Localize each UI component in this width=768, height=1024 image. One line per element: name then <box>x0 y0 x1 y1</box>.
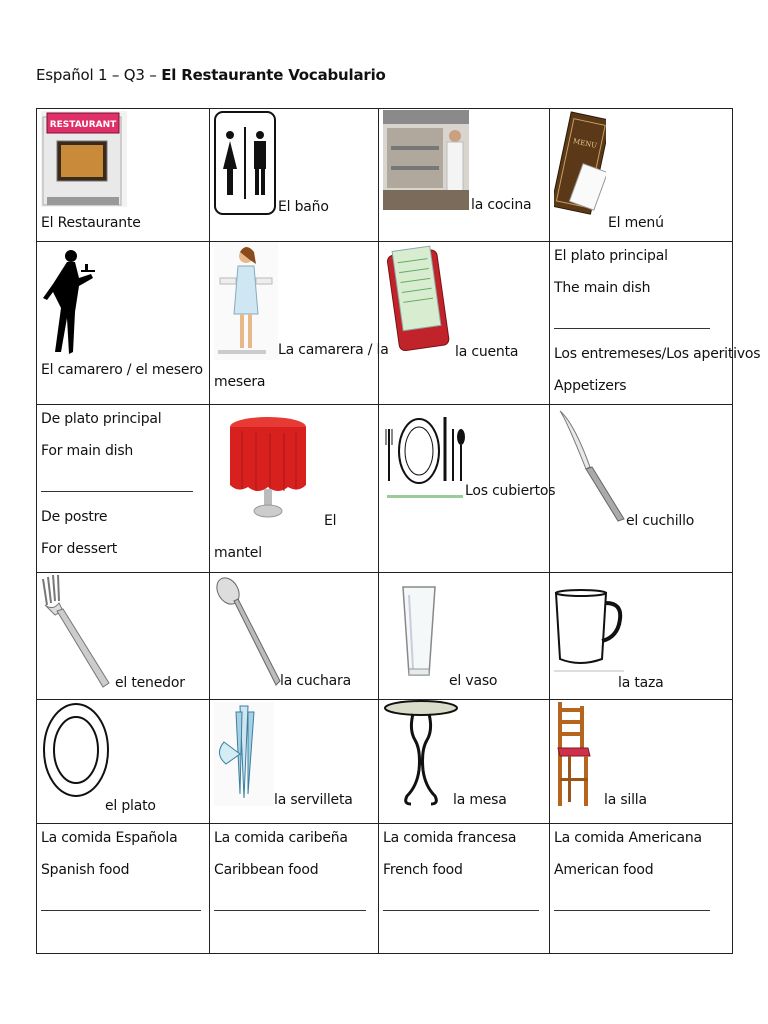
label-de-plato: De plato principal <box>41 411 162 427</box>
label-main-dish: The main dish <box>554 280 651 296</box>
label-cuchillo: el cuchillo <box>626 513 695 529</box>
cell-plato-principal <box>549 241 761 404</box>
cell-camarero <box>36 241 209 404</box>
label-camarera-line1: La camarera / la <box>278 342 389 358</box>
label-americana: La comida Americana <box>554 830 702 846</box>
label-de-postre: De postre <box>41 509 108 525</box>
plate-icon <box>41 700 111 800</box>
label-french: French food <box>383 862 463 878</box>
cell-cuenta <box>378 241 549 404</box>
label-american: American food <box>554 862 654 878</box>
answer-line <box>383 910 539 911</box>
knife-image <box>556 409 628 525</box>
chair-image <box>554 700 594 808</box>
label-for-dessert: For dessert <box>41 541 118 557</box>
restaurant-image <box>41 111 127 207</box>
restroom-sign-icon <box>214 111 276 215</box>
label-for-main: For main dish <box>41 443 134 459</box>
waitress-image <box>214 242 278 360</box>
label-francesa: La comida francesa <box>383 830 517 846</box>
cell-francesa <box>378 823 549 954</box>
label-taza: la taza <box>618 675 664 691</box>
answer-line <box>41 491 193 492</box>
label-menu: El menú <box>608 215 664 231</box>
cell-mantel <box>209 404 378 572</box>
label-restaurante: El Restaurante <box>41 215 141 231</box>
cell-bano <box>209 108 378 241</box>
kitchen-image <box>383 110 469 210</box>
cell-caribena <box>209 823 378 954</box>
bill-tray-image <box>387 244 453 354</box>
cell-plato <box>36 699 209 823</box>
cell-restaurante <box>36 108 209 241</box>
label-caribbean: Caribbean food <box>214 862 319 878</box>
label-spanish: Spanish food <box>41 862 130 878</box>
cell-silla <box>549 699 733 823</box>
tablecloth-image <box>228 415 308 521</box>
label-mantel-line1: El <box>324 513 337 529</box>
spoon-image <box>214 575 284 691</box>
glass-image <box>401 585 437 679</box>
label-tenedor: el tenedor <box>115 675 185 691</box>
cell-tenedor <box>36 572 209 699</box>
label-mantel-line2: mantel <box>214 545 262 561</box>
cell-camarera <box>209 241 389 404</box>
waiter-silhouette-icon <box>41 248 95 358</box>
menu-image <box>554 111 606 223</box>
page-title: Español 1 – Q3 – El Restaurante Vocabulario <box>36 66 386 84</box>
menu-cover-text: MENU <box>572 137 598 150</box>
label-appetizers: Appetizers <box>554 378 627 394</box>
cell-espanola <box>36 823 209 954</box>
label-vaso: el vaso <box>449 673 498 689</box>
cell-cuchillo <box>549 404 733 572</box>
label-cubiertos: Los cubiertos <box>465 483 556 499</box>
restaurant-sign-text: RESTAURANT <box>49 120 117 130</box>
cup-icon <box>552 589 626 673</box>
napkin-image <box>214 702 274 806</box>
cell-mesa <box>378 699 549 823</box>
label-servilleta: la servilleta <box>274 792 353 808</box>
cell-cubiertos <box>378 404 556 572</box>
cell-de-plato <box>36 404 209 572</box>
label-plato: el plato <box>105 798 156 814</box>
bistro-table-image <box>383 700 459 810</box>
label-espanola: La comida Española <box>41 830 178 846</box>
answer-line <box>554 328 710 329</box>
label-camarera-line2: mesera <box>214 374 266 390</box>
cell-cocina <box>378 108 549 241</box>
label-silla: la silla <box>604 792 647 808</box>
label-cuenta: la cuenta <box>455 344 519 360</box>
cell-americana <box>549 823 733 954</box>
cell-servilleta <box>209 699 378 823</box>
label-camarero: El camarero / el mesero <box>41 362 203 378</box>
label-caribena: La comida caribeña <box>214 830 348 846</box>
cell-vaso <box>378 572 549 699</box>
label-plato-principal: El plato principal <box>554 248 668 264</box>
label-cuchara: la cuchara <box>280 673 351 689</box>
fork-image <box>41 575 117 693</box>
answer-line <box>41 910 201 911</box>
answer-line <box>214 910 366 911</box>
label-mesa: la mesa <box>453 792 507 808</box>
place-setting-icon <box>383 411 467 503</box>
label-entremeses: Los entremeses/Los aperitivos <box>554 346 761 362</box>
label-cocina: la cocina <box>471 197 532 213</box>
label-bano: El baño <box>278 199 329 215</box>
cell-taza <box>549 572 733 699</box>
cell-menu <box>549 108 733 241</box>
answer-line <box>554 910 710 911</box>
cell-cuchara <box>209 572 378 699</box>
